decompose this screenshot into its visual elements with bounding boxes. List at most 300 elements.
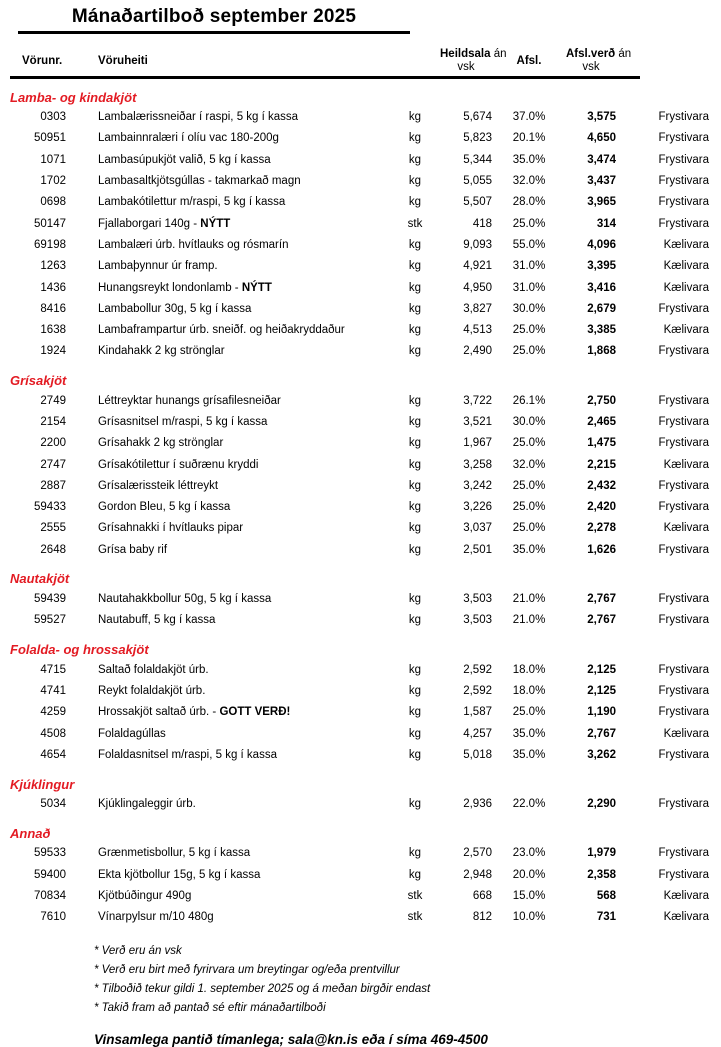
cell-wholesale-price: 3,037 xyxy=(463,522,492,535)
column-header-product-number: Vörunr. xyxy=(22,55,63,67)
cell-unit: kg xyxy=(408,238,422,251)
cell-discount: 25.0% xyxy=(512,324,546,337)
cell-wholesale-price: 418 xyxy=(472,217,492,230)
section-header: Annað xyxy=(10,825,51,841)
product-name-text: Lambalæri úrb. hvítlauks og rósmarín xyxy=(98,238,289,251)
cell-product-number: 0303 xyxy=(40,111,66,124)
cell-product-number: 5034 xyxy=(40,798,66,811)
cell-wholesale-price: 4,950 xyxy=(463,281,492,294)
cell-product-name xyxy=(74,154,390,166)
cell-product-name xyxy=(74,728,390,740)
cell-unit: kg xyxy=(408,748,422,761)
cell-sale-price: 2,125 xyxy=(587,684,616,697)
cell-discount: 31.0% xyxy=(512,281,546,294)
table-body xyxy=(10,90,709,929)
table-row xyxy=(10,475,709,496)
cell-product-number: 59433 xyxy=(34,501,66,514)
cell-unit: kg xyxy=(408,260,422,273)
cell-category: Frystivara xyxy=(658,153,709,166)
cell-sale-price: 1,868 xyxy=(587,345,616,358)
cell-category: Kælivara xyxy=(663,890,709,903)
table-row xyxy=(10,170,709,191)
table-row xyxy=(10,794,709,815)
cell-sale-price: 1,979 xyxy=(587,847,616,860)
cell-product-name xyxy=(74,218,390,230)
table-row xyxy=(10,843,709,864)
cell-product-name xyxy=(74,459,390,471)
cell-wholesale-price: 4,513 xyxy=(463,324,492,337)
table-row xyxy=(10,885,709,906)
product-name-text: Ekta kjötbollur 15g, 5 kg í kassa xyxy=(98,868,261,881)
cell-unit: kg xyxy=(408,522,422,535)
cell-unit: kg xyxy=(408,458,422,471)
cell-category: Frystivara xyxy=(658,111,709,124)
product-name-text: Lambalærissneiðar í raspi, 5 kg í kassa xyxy=(98,111,299,124)
product-name-text: Lambasaltkjötsgúllas - takmarkað magn xyxy=(98,175,301,188)
wholesale-label-bold: Heildsala xyxy=(440,48,491,60)
table-row xyxy=(10,277,709,298)
cell-sale-price: 2,215 xyxy=(587,458,616,471)
cell-unit: kg xyxy=(408,111,422,124)
cell-unit: kg xyxy=(408,663,422,676)
cell-category: Frystivara xyxy=(658,614,709,627)
cell-unit: kg xyxy=(408,684,422,697)
cell-sale-price: 3,474 xyxy=(587,153,616,166)
cell-product-name xyxy=(74,239,390,251)
table-row xyxy=(10,588,709,609)
cell-category: Kælivara xyxy=(663,281,709,294)
product-name-text: Kjúklingaleggir úrb. xyxy=(98,798,196,811)
cell-wholesale-price: 3,722 xyxy=(463,394,492,407)
cell-discount: 55.0% xyxy=(512,238,546,251)
cell-product-name xyxy=(74,911,390,923)
cell-discount: 21.0% xyxy=(512,614,546,627)
cell-sale-price: 3,262 xyxy=(587,748,616,761)
cell-unit: kg xyxy=(408,132,422,145)
cell-product-name xyxy=(74,664,390,676)
cell-product-name xyxy=(74,282,390,294)
product-name-text: Grísahakk 2 kg strönglar xyxy=(98,437,224,450)
cell-sale-price: 1,626 xyxy=(587,543,616,556)
product-name-text: Kindahakk 2 kg strönglar xyxy=(98,345,225,358)
table-row xyxy=(10,454,709,475)
cell-discount: 35.0% xyxy=(512,748,546,761)
product-name-text: Grænmetisbollur, 5 kg í kassa xyxy=(98,847,251,860)
cell-category: Kælivara xyxy=(663,260,709,273)
cell-category: Frystivara xyxy=(658,196,709,209)
cell-product-name xyxy=(74,345,390,357)
cell-sale-price: 2,420 xyxy=(587,501,616,514)
cell-unit: kg xyxy=(408,543,422,556)
cell-discount: 15.0% xyxy=(512,890,546,903)
table-row xyxy=(10,298,709,319)
cell-unit: kg xyxy=(408,175,422,188)
table-row xyxy=(10,107,709,128)
title-underline xyxy=(18,6,410,34)
cell-unit: kg xyxy=(408,614,422,627)
cell-category: Frystivara xyxy=(658,684,709,697)
cell-discount: 25.0% xyxy=(512,706,546,719)
cell-wholesale-price: 3,242 xyxy=(463,479,492,492)
cell-category: Kælivara xyxy=(663,324,709,337)
cell-wholesale-price: 3,503 xyxy=(463,614,492,627)
cell-sale-price: 1,475 xyxy=(587,437,616,450)
cell-product-name xyxy=(74,416,390,428)
cell-product-name xyxy=(74,196,390,208)
cell-product-number: 1924 xyxy=(40,345,66,358)
cell-sale-price: 2,767 xyxy=(587,727,616,740)
cell-wholesale-price: 3,226 xyxy=(463,501,492,514)
cell-product-name xyxy=(74,593,390,605)
cell-wholesale-price: 2,570 xyxy=(463,847,492,860)
cell-category: Frystivara xyxy=(658,217,709,230)
cell-discount: 21.0% xyxy=(512,593,546,606)
product-name-text: Hunangsreykt londonlamb - xyxy=(98,281,242,294)
cell-product-number: 1071 xyxy=(40,153,66,166)
cell-sale-price: 3,385 xyxy=(587,324,616,337)
cell-wholesale-price: 3,827 xyxy=(463,302,492,315)
sale-price-label-rest: án xyxy=(615,48,632,60)
column-header-sale-price xyxy=(566,48,632,74)
cell-unit: kg xyxy=(408,196,422,209)
table-row xyxy=(10,680,709,701)
cell-category: Kælivara xyxy=(663,238,709,251)
cell-product-name xyxy=(74,706,390,718)
table-row xyxy=(10,610,709,631)
cell-unit: kg xyxy=(408,416,422,428)
cell-unit: stk xyxy=(407,217,423,230)
cell-unit: stk xyxy=(407,911,423,924)
product-name-text: Grísa baby rif xyxy=(98,543,168,556)
table-row xyxy=(10,256,709,277)
cell-discount: 26.1% xyxy=(512,394,546,407)
cell-unit: kg xyxy=(408,394,422,407)
cell-category: Frystivara xyxy=(658,748,709,761)
cell-wholesale-price: 3,521 xyxy=(463,416,492,428)
cell-discount: 35.0% xyxy=(512,543,546,556)
cell-product-name xyxy=(74,614,390,626)
product-name-text: Lambabollur 30g, 5 kg í kassa xyxy=(98,302,252,315)
table-row xyxy=(10,659,709,680)
cell-product-number: 2887 xyxy=(40,479,66,492)
cell-wholesale-price: 5,674 xyxy=(463,111,492,124)
cell-product-number: 59400 xyxy=(34,868,66,881)
product-name-text: Hrossakjöt saltað úrb. - xyxy=(98,706,220,719)
table-row xyxy=(10,907,709,928)
cell-product-number: 4259 xyxy=(40,706,66,719)
cell-unit: kg xyxy=(408,727,422,740)
cell-category: Kælivara xyxy=(663,522,709,535)
cell-sale-price: 3,416 xyxy=(587,281,616,294)
cell-wholesale-price: 5,823 xyxy=(463,132,492,145)
cell-product-number: 1436 xyxy=(40,281,66,294)
cell-unit: kg xyxy=(408,868,422,881)
cell-category: Frystivara xyxy=(658,302,709,315)
cell-product-number: 0698 xyxy=(40,196,66,209)
cell-wholesale-price: 4,921 xyxy=(463,260,492,273)
cell-discount: 28.0% xyxy=(512,196,546,209)
product-name-text: Nautabuff, 5 kg í kassa xyxy=(98,614,216,627)
cell-product-number: 2154 xyxy=(40,416,66,428)
wholesale-label-rest: án xyxy=(490,48,507,60)
table-row xyxy=(10,192,709,213)
cell-product-name xyxy=(74,847,390,859)
cell-category: Kælivara xyxy=(663,911,709,924)
cell-category: Frystivara xyxy=(658,345,709,358)
cell-product-name xyxy=(74,175,390,187)
cell-product-number: 69198 xyxy=(34,238,66,251)
cell-category: Frystivara xyxy=(658,663,709,676)
table-row xyxy=(10,341,709,362)
cell-product-name xyxy=(74,685,390,697)
cell-product-number: 2747 xyxy=(40,458,66,471)
cell-product-number: 1263 xyxy=(40,260,66,273)
cell-unit: kg xyxy=(408,479,422,492)
cell-product-name xyxy=(74,395,390,407)
cell-unit: kg xyxy=(408,847,422,860)
table-row xyxy=(10,723,709,744)
cell-product-name xyxy=(74,869,390,881)
cell-discount: 23.0% xyxy=(512,847,546,860)
cell-product-number: 2200 xyxy=(40,437,66,450)
cell-product-number: 2648 xyxy=(40,543,66,556)
cell-discount: 32.0% xyxy=(512,175,546,188)
cell-sale-price: 3,575 xyxy=(587,111,616,124)
column-header-product-name: Vöruheiti xyxy=(98,55,148,67)
cell-product-number: 2555 xyxy=(40,522,66,535)
cell-product-name xyxy=(74,522,390,534)
cell-product-name xyxy=(74,480,390,492)
sale-price-label-bold: Afsl.verð xyxy=(566,48,616,60)
cell-sale-price: 314 xyxy=(596,217,616,230)
cell-category: Frystivara xyxy=(658,543,709,556)
cell-product-name xyxy=(74,749,390,761)
product-name-text: Lambaframpartur úrb. sneiðf. og heiðakryddaður xyxy=(98,324,345,337)
cell-sale-price: 568 xyxy=(596,890,616,903)
cell-discount: 35.0% xyxy=(512,727,546,740)
cell-category: Frystivara xyxy=(658,847,709,860)
cell-product-number: 4654 xyxy=(40,748,66,761)
cell-discount: 31.0% xyxy=(512,260,546,273)
cell-category: Frystivara xyxy=(658,175,709,188)
cell-category: Frystivara xyxy=(658,798,709,811)
cell-discount: 10.0% xyxy=(512,911,546,924)
cell-unit: kg xyxy=(408,437,422,450)
product-name-text: Grísahnakki í hvítlauks pipar xyxy=(98,522,244,535)
cell-unit: kg xyxy=(408,324,422,337)
cell-product-number: 59439 xyxy=(34,593,66,606)
cell-wholesale-price: 3,503 xyxy=(463,593,492,606)
column-header-wholesale-price xyxy=(440,48,507,74)
cell-product-name xyxy=(74,890,390,902)
cell-product-name xyxy=(74,501,390,513)
cell-wholesale-price: 2,592 xyxy=(463,663,492,676)
section-header: Nautakjöt xyxy=(10,571,70,587)
table-row xyxy=(10,433,709,454)
cell-discount: 18.0% xyxy=(512,663,546,676)
cell-product-name xyxy=(74,111,390,123)
cell-discount: 18.0% xyxy=(512,684,546,697)
cell-unit: kg xyxy=(408,153,422,166)
product-name-text: Grísasnitsel m/raspi, 5 kg í kassa xyxy=(98,416,268,428)
cell-unit: kg xyxy=(408,345,422,358)
sale-price-label-line2: vsk xyxy=(582,61,600,73)
cell-discount: 25.0% xyxy=(512,501,546,514)
cell-product-number: 8416 xyxy=(40,302,66,315)
cell-discount: 37.0% xyxy=(512,111,546,124)
cell-product-number: 50951 xyxy=(34,132,66,145)
cell-discount: 30.0% xyxy=(512,302,546,315)
product-name-text: Folaldagúllas xyxy=(98,727,166,740)
cell-discount: 20.0% xyxy=(512,868,546,881)
product-name-text: Reykt folaldakjöt úrb. xyxy=(98,684,206,697)
table-row xyxy=(10,213,709,234)
cell-category: Frystivara xyxy=(658,868,709,881)
product-name-text: Kjötbúðingur 490g xyxy=(98,890,192,903)
product-name-highlight: NÝTT xyxy=(200,217,231,230)
product-name-text: Vínarpylsur m/10 480g xyxy=(98,911,214,924)
section-header: Lamba- og kindakjöt xyxy=(10,89,137,105)
product-name-highlight: GOTT VERÐ! xyxy=(219,706,291,719)
cell-sale-price: 2,767 xyxy=(587,593,616,606)
table-row xyxy=(10,539,709,560)
product-name-text: Gordon Bleu, 5 kg í kassa xyxy=(98,501,231,514)
cell-product-number: 4508 xyxy=(40,727,66,740)
cell-sale-price: 731 xyxy=(596,911,616,924)
cell-category: Kælivara xyxy=(663,458,709,471)
cell-wholesale-price: 5,507 xyxy=(463,196,492,209)
cell-discount: 25.0% xyxy=(512,479,546,492)
table-row xyxy=(10,128,709,149)
cell-product-number: 50147 xyxy=(34,217,66,230)
cell-wholesale-price: 4,257 xyxy=(463,727,492,740)
cell-wholesale-price: 3,258 xyxy=(463,458,492,471)
cell-product-number: 1702 xyxy=(40,175,66,188)
cell-discount: 32.0% xyxy=(512,458,546,471)
column-header-discount xyxy=(492,55,566,68)
cell-wholesale-price: 2,592 xyxy=(463,684,492,697)
cell-wholesale-price: 668 xyxy=(472,890,492,903)
table-row xyxy=(10,518,709,539)
cell-sale-price: 2,767 xyxy=(587,614,616,627)
cell-wholesale-price: 2,936 xyxy=(463,798,492,811)
contact-line: Vinsamlega pantið tímanlega; sala@kn.is eða í síma 469-4500 xyxy=(94,1032,488,1047)
product-name-text: Lambasúpukjöt valið, 5 kg í kassa xyxy=(98,153,271,166)
cell-discount: 25.0% xyxy=(512,522,546,535)
cell-product-number: 70834 xyxy=(34,890,66,903)
cell-product-number: 2749 xyxy=(40,394,66,407)
product-name-text: Saltað folaldakjöt úrb. xyxy=(98,663,209,676)
footnote-line: * Verð eru án vsk xyxy=(94,945,182,957)
cell-category: Frystivara xyxy=(658,394,709,407)
cell-category: Kælivara xyxy=(663,727,709,740)
cell-wholesale-price: 2,501 xyxy=(463,543,492,556)
footnote-line: * Takið fram að pantað sé eftir mánaðartilboði xyxy=(94,1002,326,1014)
product-name-text: Léttreyktar hunangs grísafilesneiðar xyxy=(98,394,281,407)
cell-sale-price: 3,395 xyxy=(587,260,616,273)
cell-product-name xyxy=(74,132,390,144)
cell-discount: 35.0% xyxy=(512,153,546,166)
cell-wholesale-price: 2,948 xyxy=(463,868,492,881)
cell-sale-price: 2,432 xyxy=(587,479,616,492)
table-row xyxy=(10,744,709,765)
section-header: Folalda- og hrossakjöt xyxy=(10,642,149,658)
product-name-text: Lambaþynnur úr framp. xyxy=(98,260,218,273)
product-name-text: Grísalærissteik léttreykt xyxy=(98,479,219,492)
cell-category: Frystivara xyxy=(658,501,709,514)
section-header: Grísakjöt xyxy=(10,373,67,389)
cell-product-number: 4715 xyxy=(40,663,66,676)
cell-wholesale-price: 9,093 xyxy=(463,238,492,251)
product-name-text: Grísakótilettur í suðrænu kryddi xyxy=(98,458,259,471)
cell-sale-price: 2,358 xyxy=(587,868,616,881)
product-name-text: Folaldasnitsel m/raspi, 5 kg í kassa xyxy=(98,748,277,761)
cell-category: Frystivara xyxy=(658,132,709,145)
cell-wholesale-price: 1,967 xyxy=(463,437,492,450)
table-row xyxy=(10,149,709,170)
cell-discount: 25.0% xyxy=(512,217,546,230)
cell-product-name xyxy=(74,303,390,315)
cell-wholesale-price: 2,490 xyxy=(463,345,492,358)
footnotes xyxy=(10,942,709,1018)
discount-label: Afsl. xyxy=(516,54,542,67)
cell-product-number: 59527 xyxy=(34,614,66,627)
cell-discount: 20.1% xyxy=(512,132,546,145)
cell-unit: kg xyxy=(408,706,422,719)
cell-unit: kg xyxy=(408,593,422,606)
table-row xyxy=(10,702,709,723)
cell-sale-price: 4,096 xyxy=(587,238,616,251)
cell-discount: 22.0% xyxy=(512,798,546,811)
page-title: Mánaðartilboð september 2025 xyxy=(71,6,357,27)
table-row xyxy=(10,234,709,255)
cell-sale-price: 1,190 xyxy=(587,706,616,719)
cell-category: Frystivara xyxy=(658,593,709,606)
footnote-line: * Verð eru birt með fyrirvara um breytingar og/eða prentvillur xyxy=(94,964,400,976)
cell-sale-price: 2,750 xyxy=(587,394,616,407)
cell-unit: kg xyxy=(408,798,422,811)
table-row xyxy=(10,319,709,340)
cell-wholesale-price: 5,018 xyxy=(463,748,492,761)
product-name-text: Lambakótilettur m/raspi, 5 kg í kassa xyxy=(98,196,286,209)
product-name-text: Lambainnralæri í olíu vac 180-200g xyxy=(98,132,279,145)
table-row xyxy=(10,864,709,885)
cell-product-name xyxy=(74,324,390,336)
cell-unit: kg xyxy=(408,501,422,514)
cell-product-name xyxy=(74,260,390,272)
cell-product-name xyxy=(74,544,390,556)
product-name-text: Nautahakkbollur 50g, 5 kg í kassa xyxy=(98,593,272,606)
wholesale-label-line2: vsk xyxy=(457,61,475,73)
cell-product-number: 59533 xyxy=(34,847,66,860)
table-header xyxy=(10,48,709,74)
cell-category: Frystivara xyxy=(658,416,709,428)
cell-sale-price: 3,437 xyxy=(587,175,616,188)
cell-sale-price: 2,278 xyxy=(587,522,616,535)
cell-sale-price: 4,650 xyxy=(587,132,616,145)
cell-category: Frystivara xyxy=(658,706,709,719)
cell-wholesale-price: 5,055 xyxy=(463,175,492,188)
cell-wholesale-price: 812 xyxy=(472,911,492,924)
cell-unit: kg xyxy=(408,281,422,294)
table-row xyxy=(10,497,709,518)
header-rule xyxy=(10,76,640,79)
cell-unit: stk xyxy=(407,890,423,903)
cell-discount: 30.0% xyxy=(512,416,546,428)
cell-sale-price: 2,679 xyxy=(587,302,616,315)
cell-wholesale-price: 1,587 xyxy=(463,706,492,719)
cell-product-number: 1638 xyxy=(40,324,66,337)
